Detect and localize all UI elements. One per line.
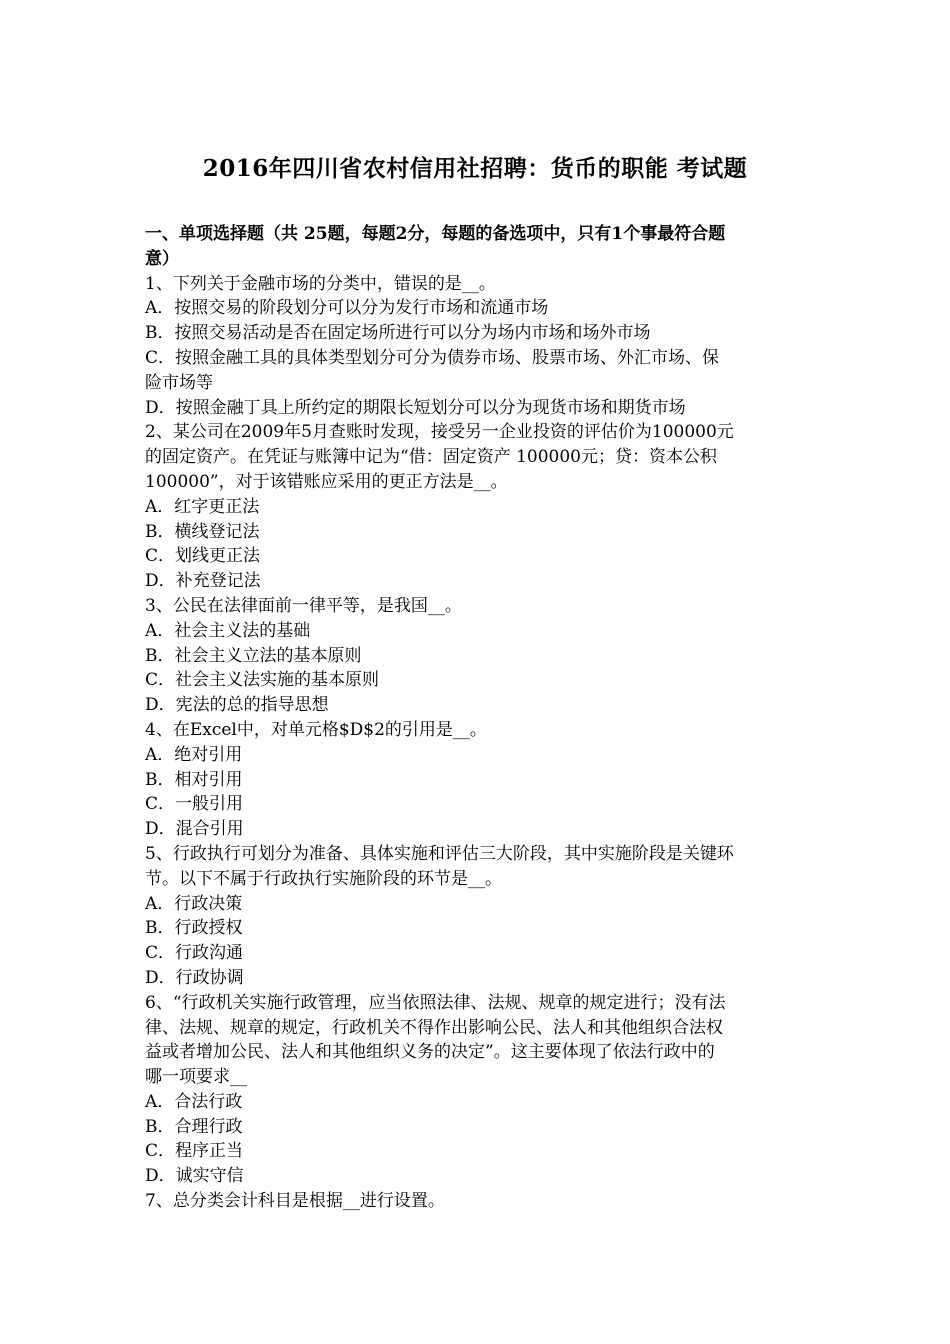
question-text: 哪一项要求__ [145, 1067, 247, 1088]
answer-option: C．一般引用 [145, 794, 244, 815]
answer-option: A．按照交易的阶段划分可以分为发行市场和流通市场 [145, 298, 549, 319]
question-text: 3、公民在法律面前一律平等，是我国__。 [145, 595, 462, 616]
question-list [145, 272, 810, 1214]
answer-option: A．行政决策 [145, 893, 243, 914]
question-text: 7、总分类会计科目是根据__进行设置。 [145, 1191, 445, 1212]
question-text: 险市场等 [145, 372, 213, 393]
answer-option: B．行政授权 [145, 918, 243, 939]
question-text: 5、行政执行可划分为准备、具体实施和评估三大阶段，其中实施阶段是关键环 [145, 843, 734, 864]
document-title: 2016年四川省农村信用社招聘：货币的职能 考试题 [202, 155, 748, 182]
document-body [145, 222, 810, 1214]
answer-option: B．横线登记法 [145, 521, 260, 542]
answer-option: C．划线更正法 [145, 546, 261, 567]
answer-option: C．按照金融工具的具体类型划分可分为债券市场、股票市场、外汇市场、保 [145, 347, 720, 368]
answer-option: D．宪法的总的指导思想 [145, 695, 329, 716]
section-heading: 一、单项选择题（共 25题，每题2分，每题的备选项中，只有1个事最符合题 [145, 224, 726, 244]
answer-option: C．行政沟通 [145, 943, 244, 964]
question-text: 2、某公司在2009年5月查账时发现，接受另一企业投资的评估价为100000元 [145, 422, 734, 443]
question-text: 律、法规、规章的规定，行政机关不得作出影响公民、法人和其他组织合法权 [145, 1017, 723, 1038]
question-text: 节。以下不属于行政执行实施阶段的环节是__。 [145, 868, 502, 889]
question-text: 6、“行政机关实施行政管理，应当依照法律、法规、规章的规定进行；没有法 [145, 992, 726, 1013]
question-text: 4、在Excel中，对单元格$D$2的引用是__。 [145, 719, 487, 740]
answer-option: A．合法行政 [145, 1091, 243, 1112]
section-heading: 意） [145, 248, 179, 269]
answer-option: B．相对引用 [145, 769, 243, 790]
answer-option: B．社会主义立法的基本原则 [145, 645, 362, 666]
answer-option: D．诚实守信 [145, 1166, 244, 1187]
answer-option: A．社会主义法的基础 [145, 620, 311, 641]
answer-option: D．按照金融丁具上所约定的期限长短划分可以分为现货市场和期货市场 [145, 397, 686, 418]
answer-option: C．社会主义法实施的基本原则 [145, 670, 380, 691]
answer-option: D．补充登记法 [145, 571, 261, 592]
answer-option: B．合理行政 [145, 1116, 243, 1137]
question-text: 的固定资产。在凭证与账簿中记为“借：固定资产 100000元；贷：资本公积 [145, 447, 717, 468]
answer-option: A．绝对引用 [145, 744, 243, 765]
question-text: 益或者增加公民、法人和其他组织义务的决定”。这主要体现了依法行政中的 [145, 1042, 715, 1063]
answer-option: C．程序正当 [145, 1141, 244, 1162]
answer-option: B．按照交易活动是否在固定场所进行可以分为场内市场和场外市场 [145, 323, 651, 344]
question-text: 100000”，对于该错账应采用的更正方法是__。 [145, 471, 508, 492]
answer-option: A．红字更正法 [145, 496, 260, 517]
question-text: 1、下列关于金融市场的分类中，错误的是__。 [145, 273, 496, 294]
answer-option: D．混合引用 [145, 819, 244, 840]
answer-option: D．行政协调 [145, 967, 244, 988]
